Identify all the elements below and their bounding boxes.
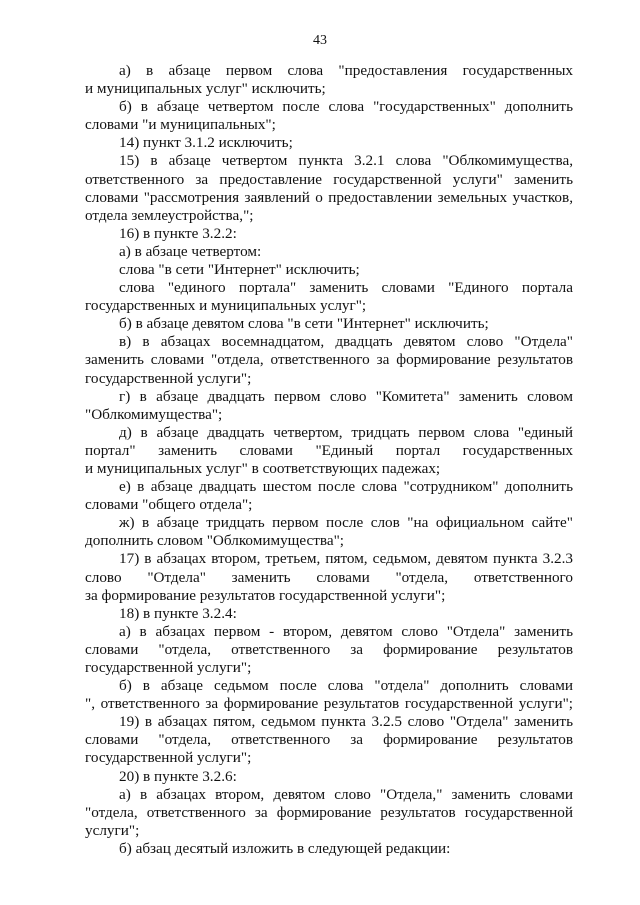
text-line: б) абзац десятый изложить в следующей редакции: xyxy=(119,839,451,857)
text-line: 18) в пункте 3.2.4: xyxy=(119,604,237,622)
text-line: государственных и муниципальных услуг"; xyxy=(85,297,367,315)
text-line: государственной услуги"; xyxy=(85,658,252,676)
text-line: 17) в абзацах втором, третьем, пятом, седьмом, девятом пункта 3.2.3 xyxy=(119,550,573,568)
text-line: словами "общего отдела"; xyxy=(85,496,253,514)
text-line: а) в абзацах первом - втором, девятом слово "Отдела" заменить xyxy=(119,622,573,640)
text-line: а) в абзацах втором, девятом слово "Отдела," заменить словами xyxy=(119,785,573,803)
text-line: и муниципальных услуг" исключить; xyxy=(85,80,326,98)
text-line: государственной услуги"; xyxy=(85,749,252,767)
text-line: "отдела, ответственного за формирование результатов государственной xyxy=(85,803,573,821)
text-line: словами "отдела, ответственного за формирование результатов xyxy=(85,640,573,658)
text-line: б) в абзаце девятом слова "в сети "Интернет" исключить; xyxy=(119,315,489,333)
text-line: услуги"; xyxy=(85,821,140,839)
text-line: е) в абзаце двадцать шестом после слова "сотрудником" дополнить xyxy=(119,478,573,496)
text-line: 16) в пункте 3.2.2: xyxy=(119,224,237,242)
text-line: отдела землеустройства,"; xyxy=(85,206,254,224)
text-line: г) в абзаце двадцать первом слово "Комитета" заменить словом xyxy=(119,387,573,405)
text-line: словами "рассмотрения заявлений о предоставлении земельных участков, xyxy=(85,188,573,206)
text-line: ж) в абзаце тридцать первом после слов "на официальном сайте" xyxy=(119,514,573,532)
text-line: слово "Отдела" заменить словами "отдела, ответственного xyxy=(85,568,573,586)
text-line: б) в абзаце седьмом после слова "отдела" дополнить словами xyxy=(119,677,573,695)
text-line: заменить словами "отдела, ответственного за формирование результатов xyxy=(85,351,573,369)
text-line: ответственного за предоставление государственной услуги" заменить xyxy=(85,170,573,188)
text-line: словами "и муниципальных"; xyxy=(85,116,276,134)
text-line: слова "в сети "Интернет" исключить; xyxy=(119,260,360,278)
text-line: д) в абзаце двадцать четвертом, тридцать первом слова "единый xyxy=(119,423,573,441)
text-line: а) в абзаце первом слова "предоставления государственных xyxy=(119,62,573,79)
text-line: "Облкомимущества"; xyxy=(85,405,223,423)
text-line: 15) в абзаце четвертом пункта 3.2.1 слова "Облкомимущества, xyxy=(119,152,573,170)
page-number: 43 xyxy=(313,33,327,48)
text-line: ", ответственного за формирование результатов государственной услуги"; xyxy=(85,695,573,713)
text-line: дополнить словом "Облкомимущества"; xyxy=(85,532,345,550)
text-line: б) в абзаце четвертом после слова "государственных" дополнить xyxy=(119,98,573,116)
text-line: 19) в абзацах пятом, седьмом пункта 3.2.5 слово "Отдела" заменить xyxy=(119,713,573,731)
text-line: и муниципальных услуг" в соответствующих падежах; xyxy=(85,459,441,477)
text-line: слова "единого портала" заменить словами "Единого портала xyxy=(119,279,573,297)
text-line: за формирование результатов государственной услуги"; xyxy=(85,586,446,604)
text-line: словами "отдела, ответственного за формирование результатов xyxy=(85,731,573,749)
text-line: а) в абзаце четвертом: xyxy=(119,242,262,260)
text-line: 14) пункт 3.1.2 исключить; xyxy=(119,134,293,152)
text-line: в) в абзацах восемнадцатом, двадцать девятом слово "Отдела" xyxy=(119,333,573,351)
text-line: портал" заменить словами "Единый портал государственных xyxy=(85,441,573,459)
text-line: 20) в пункте 3.2.6: xyxy=(119,767,237,785)
text-line: государственной услуги"; xyxy=(85,369,252,387)
